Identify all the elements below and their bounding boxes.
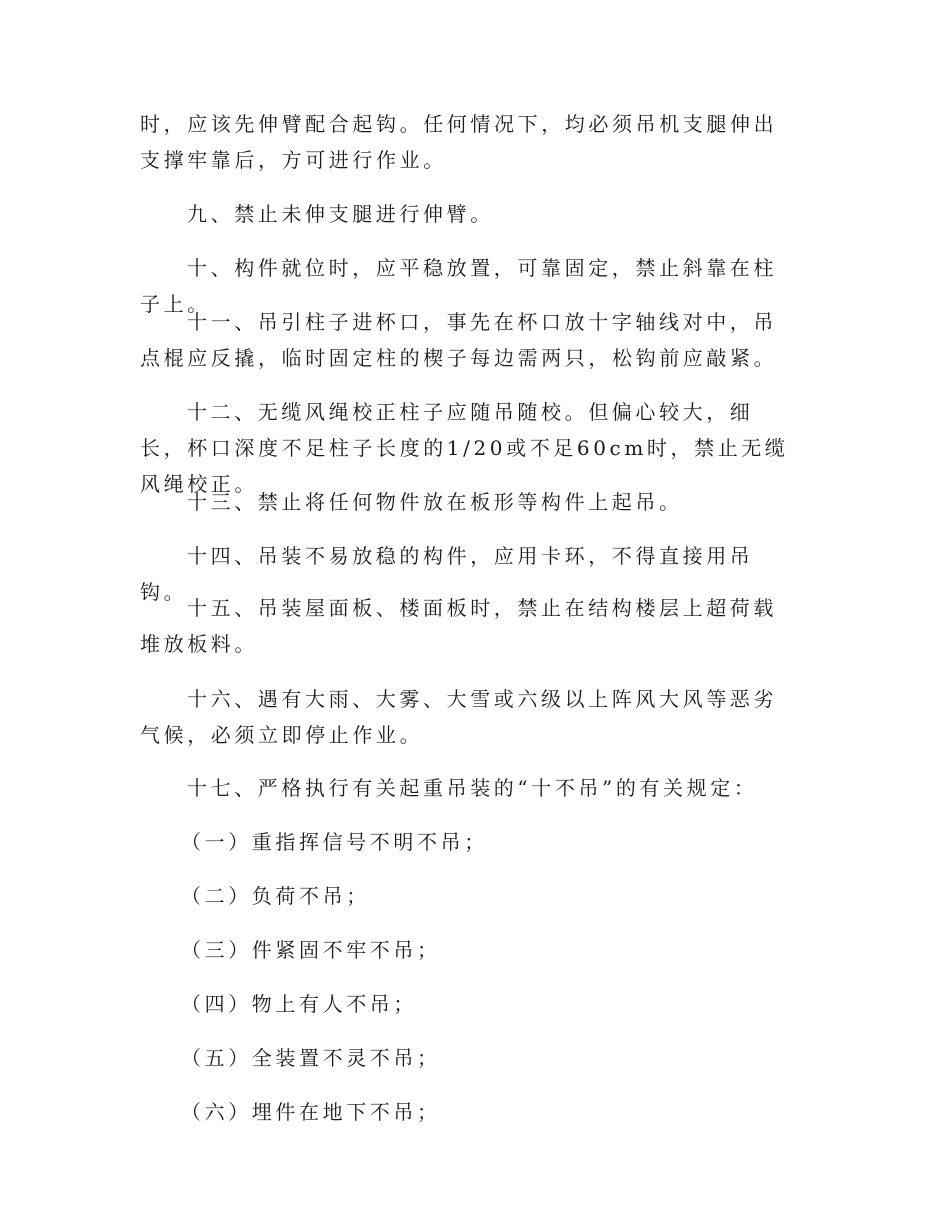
rule-10: 十、构件就位时，应平稳放置，可靠固定，禁止斜靠在柱子上。 (140, 256, 777, 316)
no-lift-item-4: （四）物上有人不吊； (181, 992, 417, 1016)
no-lift-item-2: （二）负荷不吊； (181, 884, 370, 908)
rule-12: 十二、无缆风绳校正柱子应随吊随校。但偏心较大，细长，杯口深度不足柱子长度的1/20或不足60cm时，禁止无缆风绳校正。 (140, 400, 789, 496)
rule-14: 十四、吊装不易放稳的构件，应用卡环，不得直接用吊钩。 (140, 544, 754, 604)
rule-11: 十一、吊引柱子进杯口，事先在杯口放十字轴线对中，吊点棍应反撬，临时固定柱的楔子每边需两只，松钩前应敲紧。 (140, 310, 778, 370)
rule-16: 十六、遇有大雨、大雾、大雪或六级以上阵风大风等恶劣气候，必须立即停止作业。 (140, 687, 777, 747)
rule-17: 十七、严格执行有关起重吊装的“十不吊”的有关规定： (187, 776, 758, 800)
no-lift-item-6: （六）埋件在地下不吊； (181, 1100, 441, 1124)
rule-9: 九、禁止未伸支腿进行伸臂。 (187, 202, 494, 226)
rule-13: 十三、禁止将任何物件放在板形等构件上起吊。 (187, 490, 683, 514)
no-lift-item-5: （五）全装置不灵不吊； (181, 1046, 441, 1070)
no-lift-item-3: （三）件紧固不牢不吊； (181, 938, 441, 962)
no-lift-item-1: （一）重指挥信号不明不吊； (181, 830, 488, 854)
rule-15: 十五、吊装屋面板、楼面板时，禁止在结构楼层上超荷载堆放板料。 (140, 596, 777, 656)
continuation-paragraph: 时，应该先伸臂配合起钩。任何情况下，均必须吊机支腿伸出支撑牢靠后，方可进行作业。 (140, 112, 778, 172)
